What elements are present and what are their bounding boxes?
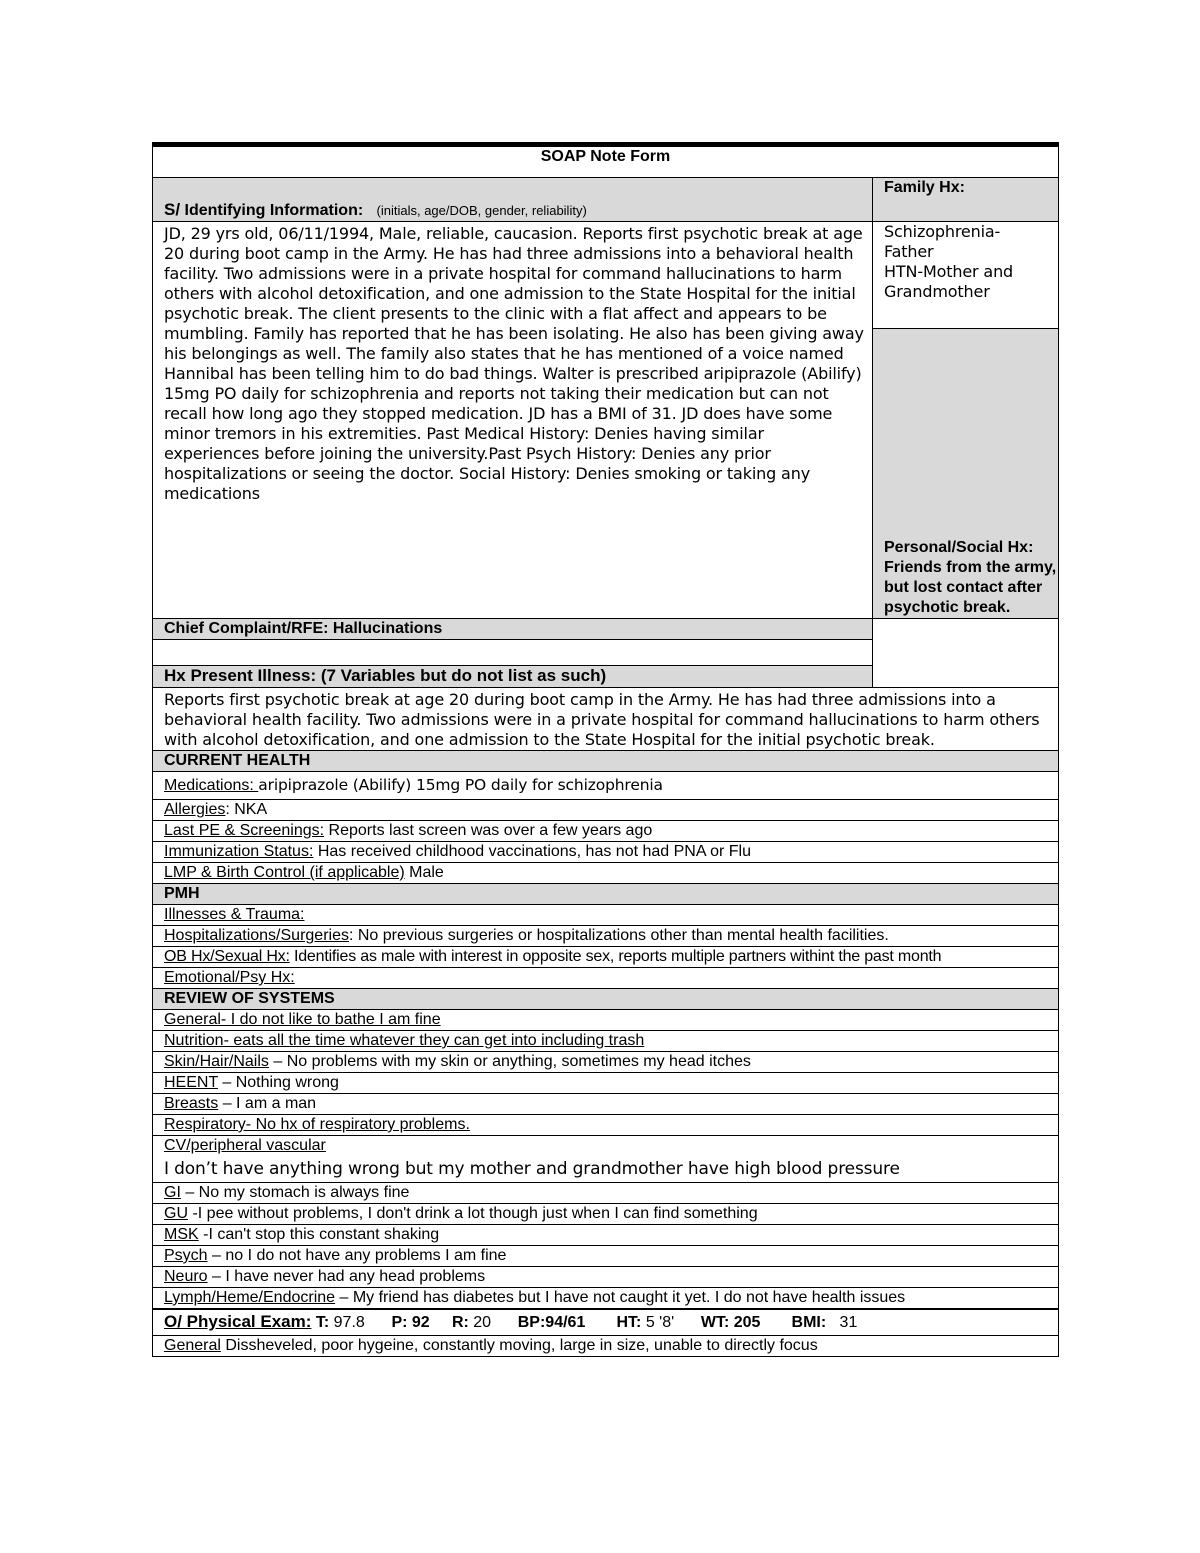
ros-breasts-label: Breasts	[164, 1095, 219, 1112]
ros-msk-value: -I can't stop this constant shaking	[198, 1226, 440, 1243]
ros-gu-label: GU	[164, 1205, 188, 1222]
family-social-column	[873, 222, 1059, 619]
family-hx-line: HTN-Mother and	[884, 262, 1014, 281]
ros-heent-value: – Nothing wrong	[217, 1074, 339, 1091]
weight-label: WT: 205	[700, 1314, 761, 1331]
allergies-row	[153, 800, 1059, 821]
identifying-info-header	[153, 178, 873, 222]
blank-row	[153, 640, 872, 666]
hospitalizations-value: : No previous surgeries or hospitalizations other than mental health facilities.	[348, 927, 889, 944]
temp-label: T:	[315, 1314, 330, 1331]
family-hx-line: Grandmother	[884, 282, 990, 301]
identifying-info-label: Identifying Information:	[184, 202, 364, 219]
chief-complaint: Chief Complaint/RFE: Hallucinations	[153, 619, 872, 640]
height-value: 5 '8'	[645, 1314, 675, 1331]
empty-cell	[873, 619, 1059, 688]
ros-cv-row	[153, 1136, 1059, 1183]
ros-lymph-value: – My friend has diabetes but I have not caught it yet. I do not have health issues	[335, 1289, 906, 1306]
ros-psych-row	[153, 1246, 1059, 1267]
ros-heent-label: HEENT	[164, 1074, 218, 1091]
emotional-row	[153, 968, 1059, 989]
hospitalizations-row	[153, 926, 1059, 947]
general-exam-label: General	[164, 1337, 221, 1354]
family-hx-line: Schizophrenia-	[884, 222, 1001, 241]
family-hx-content	[873, 222, 1058, 329]
medications-label: Medications:	[164, 777, 259, 794]
current-health-header: CURRENT HEALTH	[153, 751, 1059, 772]
allergies-label: Allergies	[164, 801, 226, 818]
form-title: SOAP Note Form	[153, 145, 1059, 178]
physical-exam-row	[153, 1309, 1059, 1336]
ros-cv-label: CV/peripheral vascular	[164, 1137, 326, 1154]
ob-sexual-value: Identifies as male with interest in opposite sex, reports multiple partners withint the past month	[289, 948, 942, 965]
immunization-value: Has received childhood vaccinations, has not had PNA or Flu	[313, 843, 751, 860]
ros-nutrition: Nutrition- eats all the time whatever they can get into including trash	[153, 1031, 1059, 1052]
emotional-label: Emotional/Psy Hx:	[164, 969, 295, 986]
hpi-text: Reports first psychotic break at age 20 during boot camp in the Army. He has had three admissions into a behavioral health facility. Two admissions were in a private hospital for command hallucinations to harm others with alcohol detoxification, and one admission to the State Hospital for the initial psychotic break.	[153, 688, 1059, 751]
height-label: HT:	[616, 1314, 642, 1331]
hpi-label: Hx Present Illness: (7 Variables but do not list as such)	[153, 666, 872, 688]
ob-sexual-label: OB Hx/Sexual Hx:	[164, 948, 290, 965]
ros-msk-label: MSK	[164, 1226, 199, 1243]
ros-gu-value: -I pee without problems, I don't drink a lot though just when I can find something	[188, 1205, 758, 1222]
immunization-label: Immunization Status:	[164, 843, 314, 860]
immunization-row	[153, 842, 1059, 863]
temp-value: 97.8	[333, 1314, 365, 1331]
hospitalizations-label: Hospitalizations/Surgeries	[164, 927, 349, 944]
ros-psych-value: – no I do not have any problems I am fine	[207, 1247, 507, 1264]
physical-exam-label: O/ Physical Exam:	[164, 1312, 312, 1331]
ros-gi-value: – No my stomach is always fine	[180, 1184, 410, 1201]
ros-neuro-value: – I have never had any head problems	[207, 1268, 486, 1285]
pmh-header: PMH	[153, 884, 1059, 905]
lmp-row	[153, 863, 1059, 884]
ros-neuro-row	[153, 1267, 1059, 1288]
ros-lymph-row	[153, 1288, 1059, 1310]
last-pe-label: Last PE & Screenings:	[164, 822, 325, 839]
bmi-label: BMI:	[791, 1314, 827, 1331]
lmp-value: Male	[404, 864, 444, 881]
ros-gi-label: GI	[164, 1184, 181, 1201]
resp-value: 20	[473, 1314, 492, 1331]
personal-social-hx: Personal/Social Hx: Friends from the army, but lost contact after psychotic break.	[873, 329, 1058, 619]
subjective-prefix: S/	[164, 200, 181, 219]
illnesses-row	[153, 905, 1059, 926]
chief-complaint-block	[153, 619, 873, 688]
ros-neuro-label: Neuro	[164, 1268, 208, 1285]
medications-value: aripiprazole (Abilify) 15mg PO daily for schizophrenia	[258, 776, 663, 794]
pulse-label: P: 92	[391, 1314, 430, 1331]
soap-table	[152, 142, 1059, 1357]
bp-label: BP:94/61	[517, 1314, 586, 1331]
ros-psych-label: Psych	[164, 1247, 208, 1264]
subjective-narrative: JD, 29 yrs old, 06/11/1994, Male, reliable, caucasion. Reports first psychotic break at age 20 during boot camp in the Army. He has had three admissions into a behavioral health facility. Two admissions were in a private hospital for command hallucinations to harm others with alcohol detoxification, and one admission to the State Hospital for the initial psychotic break. The client presents to the clinic with a flat affect and appears to be mumbling. Family has reported that he has been isolating. He also has been giving away his belongings as well. The family also states that he has mentioned of a voice named Hannibal has been telling him to do bad things. Walter is prescribed aripiprazole (Abilify) 15mg PO daily for schizophrenia and reports not taking their medication but can not recall how long ago they stopped medication. JD has a BMI of 31. JD does have some minor tremors in his extremities. Past Medical History: Denies having similar experiences before joining the university.Past Psych History: Denies any prior hospitalizations or seeing the doctor. Social History: Denies smoking or taking any medications	[153, 222, 873, 619]
lmp-label: LMP & Birth Control (if applicable)	[164, 864, 405, 881]
ros-msk-row	[153, 1225, 1059, 1246]
ros-breasts-row	[153, 1094, 1059, 1115]
ros-skin-label: Skin/Hair/Nails	[164, 1053, 269, 1070]
resp-label: R:	[451, 1314, 469, 1331]
last-pe-row	[153, 821, 1059, 842]
medications-row	[153, 772, 1059, 800]
soap-note-form	[152, 142, 1058, 1357]
illnesses-label: Illnesses & Trauma:	[164, 906, 305, 923]
ros-skin-row	[153, 1052, 1059, 1073]
ros-lymph-label: Lymph/Heme/Endocrine	[164, 1289, 336, 1306]
identifying-info-hint: (initials, age/DOB, gender, reliability)	[376, 203, 587, 218]
bmi-value: 31	[839, 1314, 858, 1331]
ros-header: REVIEW OF SYSTEMS	[153, 989, 1059, 1010]
ros-general: General- I do not like to bathe I am fine	[153, 1010, 1059, 1031]
ros-breasts-value: – I am a man	[218, 1095, 317, 1112]
ros-gi-row	[153, 1183, 1059, 1204]
ob-sexual-row	[153, 947, 1059, 968]
family-hx-label: Family Hx:	[873, 178, 1059, 222]
ros-gu-row	[153, 1204, 1059, 1225]
last-pe-value: Reports last screen was over a few years ago	[324, 822, 653, 839]
allergies-value: : NKA	[225, 801, 268, 818]
ros-skin-value: – No problems with my skin or anything, sometimes my head itches	[268, 1053, 751, 1070]
general-exam-value: Dissheveled, poor hygeine, constantly moving, large in size, unable to directly focus	[220, 1337, 818, 1354]
ros-respiratory: Respiratory- No hx of respiratory problems.	[153, 1115, 1059, 1136]
general-exam-row	[153, 1336, 1059, 1357]
family-hx-line: Father	[884, 242, 934, 261]
ros-cv-value: I don’t have anything wrong but my mother and grandmother have high blood pressure	[164, 1159, 900, 1179]
ros-heent-row	[153, 1073, 1059, 1094]
